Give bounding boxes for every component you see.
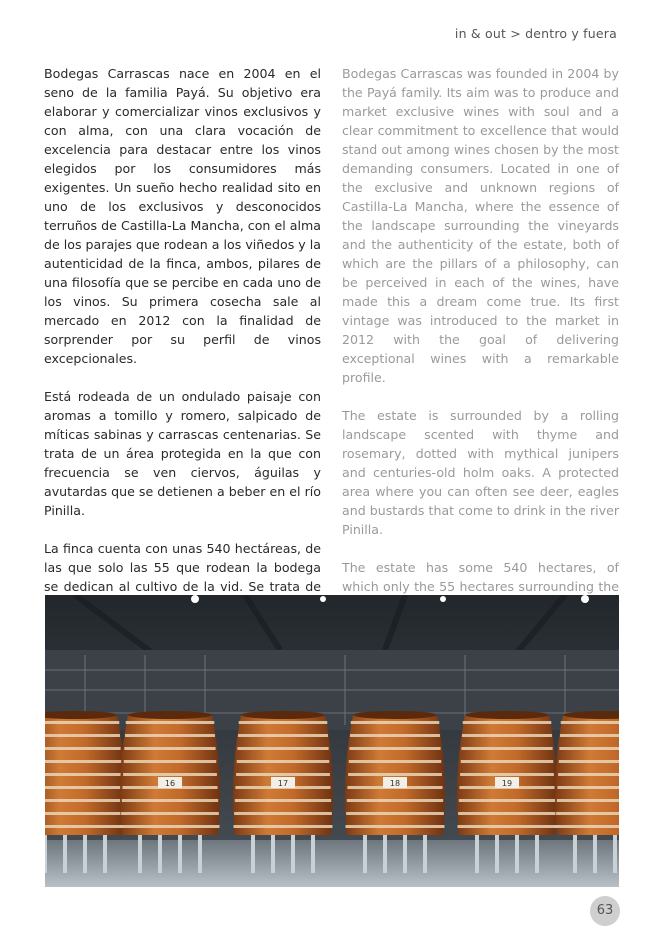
section-header: in & out > dentro y fuera [454,26,617,41]
page-number: 63 [590,896,620,926]
english-paragraph: The estate has some 540 hectares, of which only the 55 hectares surrounding the [342,560,619,594]
winery-vats-illustration [45,595,619,887]
vat-number: 19 [501,779,513,788]
vat-number: 18 [389,779,401,788]
english-column [342,64,619,653]
spanish-paragraph: La finca cuenta con unas 540 hectáreas, de las que solo las 55 que rodean la bodega se dedican al cultivo de la vid. Se trata de [44,541,321,594]
english-paragraph: Bodegas Carrascas was founded in 2004 by the Payá family. Its aim was to produce and market exclusive wines with soul and a clear commitment to excellence that would stand out among wines chosen by the most demanding consumers. Located in one of the exclusive and unknown regions of Castilla-La Mancha, where the essence of the landscape surrounding the vineyards and the authenticity of the estate, both of which are the pillars of a philosophy, can be perceived in each of the wines, have made this a dream come true. Its first vintage was introduced to the market in 2012 with the goal of delivering exceptional wines with a remarkable profile. [342,66,619,385]
winery-vats-photo [45,595,619,887]
vat-number: 17 [277,779,289,788]
spanish-column [44,64,321,653]
spanish-paragraph: Está rodeada de un ondulado paisaje con aromas a tomillo y romero, salpicado de míticas sabinas y carrascas centenarias. Se trata de un área protegida en la que con frecuencia se ven ciervos, águilas y avutardas que se detienen a beber en el río Pinilla. [44,389,321,518]
spanish-paragraph: Bodegas Carrascas nace en 2004 en el seno de la familia Payá. Su objetivo era elaborar y comercializar vinos exclusivos y con alma, con una clara vocación de excelencia para destacar entre los vinos elegidos por los consumidores más exigentes. Un sueño hecho realidad sito en uno de los exclusivos y desconocidos terruños de Castilla-La Mancha, con el alma de los parajes que rodean a los viñedos y la autenticidad de la finca, ambos, pilares de una filosofía que se percibe en cada uno de los vinos. Su primera cosecha sale al mercado en 2012 con la finalidad de sorprender por su perfil de vinos excepcionales. [44,66,321,366]
english-paragraph: The estate is surrounded by a rolling landscape scented with thyme and rosemary, dotted with mythical junipers and centuries-old holm oaks. A protected area where you can often see deer, eagles and bustards that come to drink in the river Pinilla. [342,408,619,537]
vat-number: 16 [164,779,176,788]
